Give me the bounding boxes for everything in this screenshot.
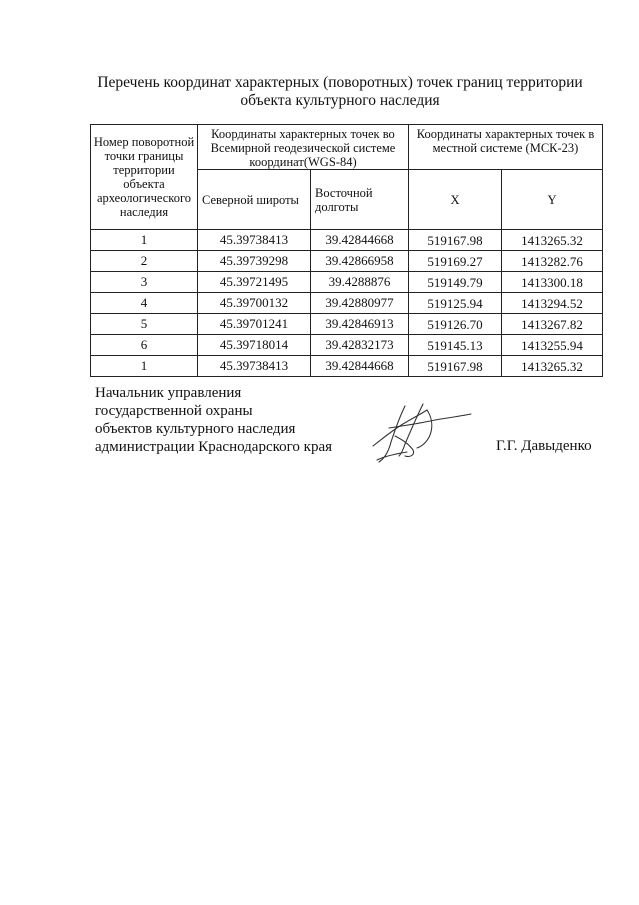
cell-latitude: 45.39721495 — [198, 272, 311, 293]
cell-x: 519125.94 — [409, 293, 502, 314]
table-row — [91, 230, 603, 251]
cell-longitude: 39.42846913 — [311, 314, 409, 335]
position-line-1: Начальник управления — [95, 385, 242, 401]
table-row — [91, 356, 603, 377]
cell-y: 1413265.32 — [502, 230, 603, 251]
table-row — [91, 293, 603, 314]
cell-y: 1413267.82 — [502, 314, 603, 335]
table-row — [91, 314, 603, 335]
handwritten-signature — [365, 400, 475, 466]
cell-latitude: 45.39738413 — [198, 230, 311, 251]
coordinates-table — [90, 124, 603, 377]
cell-y: 1413300.18 — [502, 272, 603, 293]
cell-x: 519169.27 — [409, 251, 502, 272]
header-wgs84: Координаты характерных точек во Всемирной геодезической системе координат(WGS-84) — [198, 125, 409, 170]
cell-y: 1413282.76 — [502, 251, 603, 272]
cell-y: 1413265.32 — [502, 356, 603, 377]
cell-number: 5 — [91, 314, 198, 335]
cell-number: 1 — [91, 230, 198, 251]
position-line-3: объектов культурного наследия — [95, 421, 296, 437]
cell-latitude: 45.39700132 — [198, 293, 311, 314]
signer-name: Г.Г. Давыденко — [496, 438, 592, 454]
title-line-1: Перечень координат характерных (поворотных) точек границ территории — [97, 74, 583, 91]
cell-x: 519126.70 — [409, 314, 502, 335]
table-row — [91, 272, 603, 293]
cell-x: 519167.98 — [409, 356, 502, 377]
header-latitude: Северной широты — [198, 170, 311, 230]
header-msk23: Координаты характерных точек в местной системе (МСК-23) — [409, 125, 603, 170]
cell-longitude: 39.42844668 — [311, 356, 409, 377]
cell-longitude: 39.42832173 — [311, 335, 409, 356]
cell-x: 519149.79 — [409, 272, 502, 293]
header-longitude: Восточной долготы — [311, 170, 409, 230]
cell-latitude: 45.39738413 — [198, 356, 311, 377]
document-title — [60, 74, 620, 110]
title-line-2: объекта культурного наследия — [240, 92, 440, 109]
cell-longitude: 39.4288876 — [311, 272, 409, 293]
cell-number: 2 — [91, 251, 198, 272]
cell-y: 1413255.94 — [502, 335, 603, 356]
header-y: Y — [502, 170, 603, 230]
header-point-number: Номер поворотной точки границы территории объекта археологического наследия — [91, 125, 198, 230]
cell-number: 4 — [91, 293, 198, 314]
cell-longitude: 39.42866958 — [311, 251, 409, 272]
position-line-4: администрации Краснодарского края — [95, 439, 333, 455]
signer-position — [95, 384, 332, 456]
cell-latitude: 45.39718014 — [198, 335, 311, 356]
table-row — [91, 335, 603, 356]
cell-number: 3 — [91, 272, 198, 293]
table-row — [91, 251, 603, 272]
cell-x: 519145.13 — [409, 335, 502, 356]
cell-y: 1413294.52 — [502, 293, 603, 314]
position-line-2: государственной охраны — [95, 403, 253, 419]
cell-x: 519167.98 — [409, 230, 502, 251]
cell-longitude: 39.42844668 — [311, 230, 409, 251]
cell-longitude: 39.42880977 — [311, 293, 409, 314]
header-x: X — [409, 170, 502, 230]
cell-number: 6 — [91, 335, 198, 356]
cell-number: 1 — [91, 356, 198, 377]
cell-latitude: 45.39701241 — [198, 314, 311, 335]
cell-latitude: 45.39739298 — [198, 251, 311, 272]
